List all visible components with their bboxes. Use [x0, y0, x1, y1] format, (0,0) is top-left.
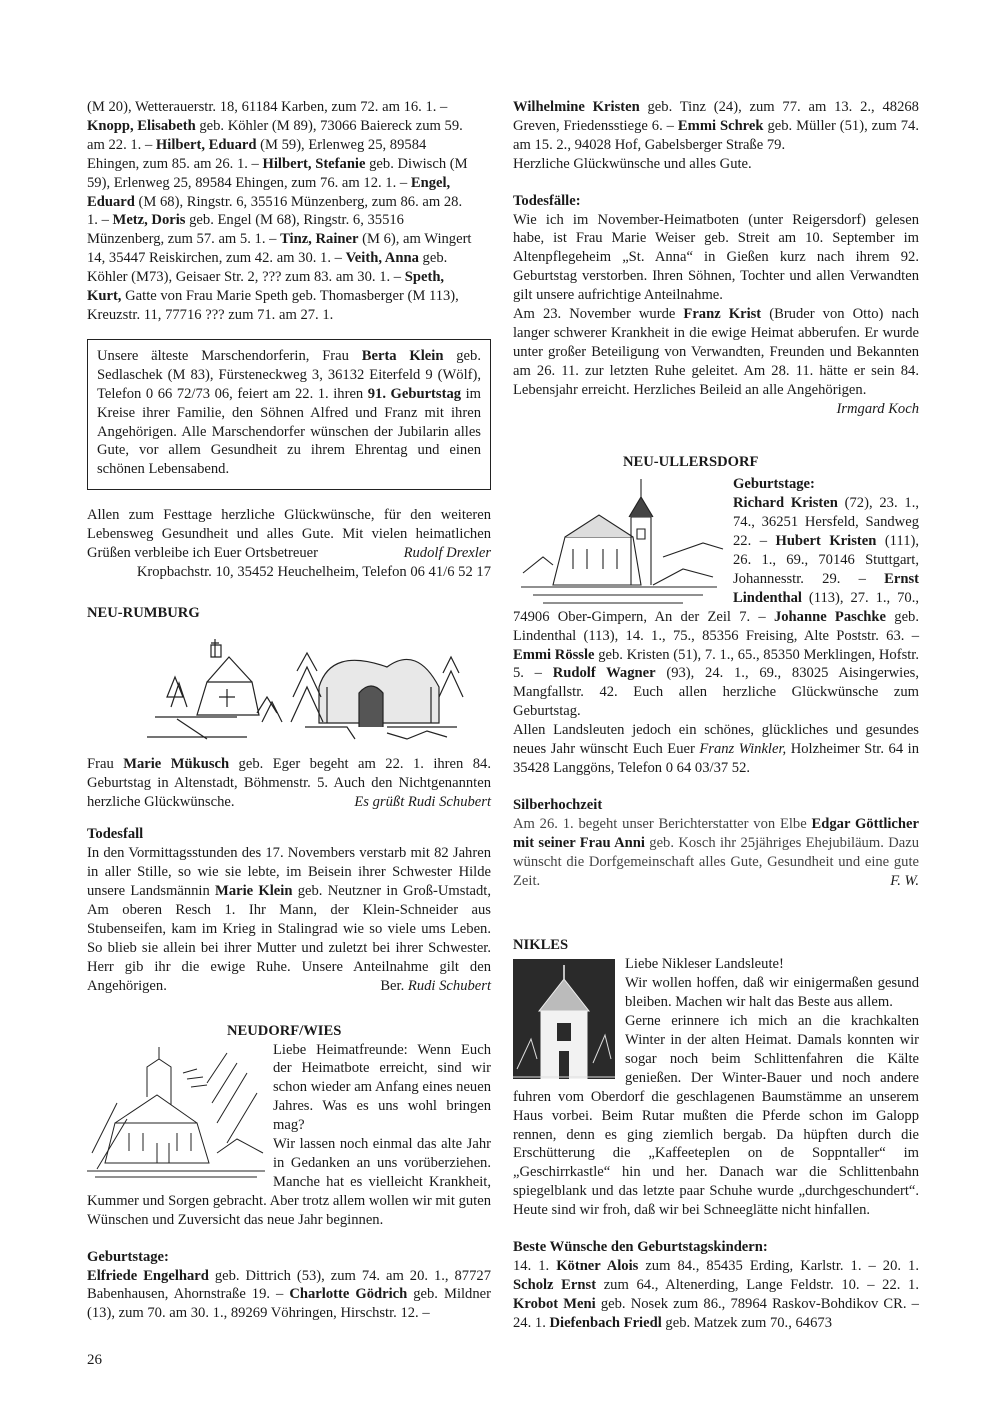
page-number: 26: [87, 1352, 102, 1368]
todesfall-heading: Todesfall: [87, 826, 144, 843]
right-column: [513, 98, 919, 1333]
neu-rumburg-chapel-illustration: [87, 627, 491, 745]
jubilee-box: [87, 339, 491, 490]
greeting-signature: Rudolf Drexler: [403, 545, 491, 562]
section-heading-neudorf-wies: NEUDORF/WIES: [227, 1022, 342, 1039]
neudorf-greeting-2: Wir lassen noch einmal das alte Jahr in Gedanken an uns vorüberziehen. Manche hat es vielleicht Krankheit, Kummer und Sorgen gebracht. Aber trotz allem wollen wir mit guten Wünschen und Zuversicht das neue Jahr beginnen.: [87, 1136, 491, 1228]
right-intro-birthdays: Wilhelmine Kristen geb. Tinz (24), zum 77. am 13. 2., 48268 Greven, Friedensstiege 6. – Emmi Schrek geb. Müller (51), zum 74. am 15. 2., 94028 Hof, Gabelsberger Straße 79.: [513, 99, 919, 153]
neu-ullersdorf-church-illustration: [513, 477, 725, 607]
neu-ullersdorf-birthdays-heading: Geburtstage:: [733, 476, 815, 493]
section-heading-nikles: NIKLES: [513, 937, 569, 954]
section-heading-neu-ullersdorf: NEU-ULLERSDORF: [623, 453, 759, 470]
neu-rumburg-birthday: Frau Marie Mükusch geb. Eger begeht am 22. 1. ihren 84. Geburtstag in Altenstadt, Böhmenstr. 5. Auch den Nichtgenannten herzliche Glückwünsche. Es grüßt Rudi Schubert: [87, 755, 491, 810]
greeting-address: Kropbachstr. 10, 35452 Heuchelheim, Telefon 06 41/6 52 17: [136, 563, 491, 580]
nikles-text-2: Gerne erinnere ich mich an die krachkalten Winter in der alten Heimat. Damals konnten wir sogar noch beim Schlittenfahren die Kälte genießen. Der Winter-Bauer und noch andere fuhren vom Oberdorf die geschlagenen Baumstämme an unserem Haus vorbei. Beim Rutar mußten die Pferde schon im Galopp rennen, denn es ging ziemlich bergab. Da hüpften durch die Erschütterung die „Kaffeeteplen on de Soppntaller“ im „Geschirrkastle“ hin und her. Danach war die Schlittenbahn spiegelblank und das letzte paar Schuhe wurde „durchgeschundert“. Heute sind wir froh, daß wir bei Schneeglätte nicht hinfallen.: [513, 1013, 919, 1219]
neu-ullersdorf-birthdays: Richard Kristen (72), 23. 1., 74., 36251 Hersfeld, Sandweg 22. – Hubert Kristen (111), 26. 1., 69., 70146 Stuttgart, Johannesstr. 29. – Ernst Lindenthal (113), 27. 1., 70., 74906 Ober-Gimpern, An der Zeil 7. – Johanne Paschke geb. Lindenthal (113), 14. 1., 75., 85356 Freising, Alte Poststr. 63. – Emmi Rössle geb. Kristen (51), 7. 1., 65., 85350 Merklingen, Hofstr. 5. – Rudolf Wagner (93), 24. 1., 69., 83025 Aisingerwies, Mangfallstr. 42. Euch allen herzliche Glückwünsche zum Geburtstag.: [513, 495, 920, 720]
silberhochzeit-heading: Silberhochzeit: [513, 796, 603, 813]
neudorf-birthdays-heading: Geburtstage:: [87, 1248, 169, 1265]
jubilee-text: Unsere älteste Marschendorferin, Frau Berta Klein geb. Sedlaschek (M 83), Fürsteneckweg 3, 36132 Eiterfeld 9 (Wölf), Telefon 0 66 72/73 06, feiert am 22. 1. ihren 91. Geburtstag im Kreise ihrer Familie, den Söhnen Alfred und Franz mit ihren Angehörigen. Alle Marschendorfer wünschen der Jubilarin alles Gute, vor allem Gesundheit zu ihrem Ehrentag und einen schönen Lebensabend.: [97, 347, 481, 478]
nikles-birthdays-heading: Beste Wünsche den Geburtstagskindern:: [513, 1239, 768, 1256]
neudorf-birthdays: Elfriede Engelhard geb. Dittrich (53), zum 74. am 20. 1., 87727 Babenhausen, Ahornstraße 19. – Charlotte Gödrich geb. Mildner (13), zum 70. am 30. 1., 89269 Vöhringen, Hirschstr. 12. –: [87, 1267, 491, 1322]
section-heading-neu-rumburg: NEU-RUMBURG: [87, 604, 200, 621]
nikles-birthdays: 14. 1. Kötner Alois zum 84., 85435 Erding, Karlstr. 1. – 20. 1. Scholz Ernst zum 64., Altenerding, Lange Feldstr. 10. – 22. 1. Krobot Meni geb. Nosek zum 86., 78964 Raskov-Bohdikov CR. – 24. 1. Diefenbach Friedl geb. Matzek zum 70., 64673: [513, 1257, 919, 1331]
todesfall-text: In den Vormittagsstunden des 17. Novembers verstarb mit 82 Jahren in aller Stille, so wie sie lebte, im Beisein ihrer Schwester Hilde unsere Landsmännin Marie Klein geb. Neutzner in Groß-Umstadt, Am oberen Resch 1. Ihr Mann, der Klein-Schneider aus Stubenseifen, kam im Krieg in Stalingrad wie so viele ums Leben. So blieb sie allein bei ihrer Mutter und zuletzt bei ihrer Schwester. Herr gib ihr die ewige Ruhe. Unsere Anteilnahme gilt den Angehörigen. Ber. Rudi Schubert: [87, 845, 491, 994]
greeting-text: Allen zum Festtage herzliche Glückwünsche, für den weiteren Lebensweg Gesundheit und alles Gute. Mit vielen heimatlichen Grüßen verbleibe ich Euer Ortsbetreuer Rudolf Drexler: [87, 507, 491, 562]
neu-rumburg-signature: Es grüßt Rudi Schubert: [354, 793, 491, 810]
nikles-greeting: Liebe Nikleser Landsleute!: [625, 956, 784, 973]
silberhochzeit-signature: F. W.: [890, 872, 919, 889]
neudorf-greeting-1: Liebe Heimatfreunde: Wenn Euch der Heimatbote erreicht, sind wir schon wieder am Anfang eines neuen Jahres. Was es uns wohl bringen mag?: [273, 1041, 491, 1134]
todesfaelle-signature: Irmgard Koch: [836, 400, 919, 417]
todesfaelle-text-1: Wie ich im November-Heimatboten (unter Reigersdorf) gelesen habe, ist Frau Marie Weiser geb. Streit am 10. September im Altenpflegeheim „St. Anna“ in Gießen kurz nach ihrem 92. Geburtstag verstorben. Ihren Söhnen, Tochter und allen Verwandten gilt unsere aufrichtige Anteilnahme.: [513, 211, 919, 304]
silberhochzeit-text: Am 26. 1. begeht unser Berichterstatter von Elbe Edgar Göttlicher mit seiner Frau Anni geb. Kosch ihr 25jähriges Ehejubiläum. Dazu wünscht die Dorfgemeinschaft alles Gute, Gesundheit und eine gute Zeit. F. W.: [513, 815, 919, 889]
intro-birthdays-left: (M 20), Wetterauerstr. 18, 61184 Karben, zum 72. am 16. 1. – Knopp, Elisabeth geb. Köhler (M 89), 73066 Baiereck zum 59. am 22. 1. – Hilbert, Eduard (M 59), Erlenweg 25, 89584 Ehingen, zum 85. am 26. 1. – Hilbert, Stefanie geb. Diwisch (M 59), Erlenweg 25, 89584 Ehingen, zum 76. am 12. 1. – Engel, Eduard (M 68), Ringstr. 6, 35516 Münzenberg, zum 86. am 28. 1. – Metz, Doris geb. Engel (M 68), Ringstr. 6, 35516 Münzenberg, zum 57. am 5. 1. – Tinz, Rainer (M 6), am Wingert 14, 35447 Reiskirchen, zum 42. am 30. 1. – Veith, Anna geb. Köhler (M73), Geisaer Str. 2, ??? zum 83. am 30. 1. – Speth, Kurt, Gatte von Frau Marie Speth geb. Thomasberger (M 113), Kreuzstr. 11, 77716 ??? zum 71. am 27. 1.: [87, 99, 472, 323]
todesfaelle-text-2: Am 23. November wurde Franz Krist (Bruder von Otto) nach langer schwerer Krankheit in die ewige Heimat abberufen. Er wurde unter großer Beteiligung von Verwandten, Freunden und Bekannten am 26. 11. zur letzten Ruhe geleitet. Am 28. 11. hätte er sein 84. Lebensjahr erreicht. Herzliches Beileid an alle Angehörigen. Irmgard Koch: [513, 306, 919, 417]
right-intro-wishes: Herzliche Glückwünsche und alles Gute.: [513, 155, 752, 172]
todesfaelle-heading: Todesfälle:: [513, 192, 581, 209]
neu-ullersdorf-wishes: Allen Landsleuten jedoch ein schönes, glückliches und gesundes neues Jahr wünscht Euch Euer Franz Winkler, Holzheimer Str. 64 in 35428 Langgöns, Telefon 0 64 03/37 52.: [513, 722, 919, 776]
nikles-text-1: Wir wollen hoffen, daß wir einigermaßen gesund bleiben. Machen wir halt das Beste aus allem.: [625, 975, 919, 1011]
nikles-church-illustration: [513, 959, 615, 1079]
neudorf-church-illustration: [87, 1043, 265, 1181]
left-column: [87, 98, 491, 1323]
